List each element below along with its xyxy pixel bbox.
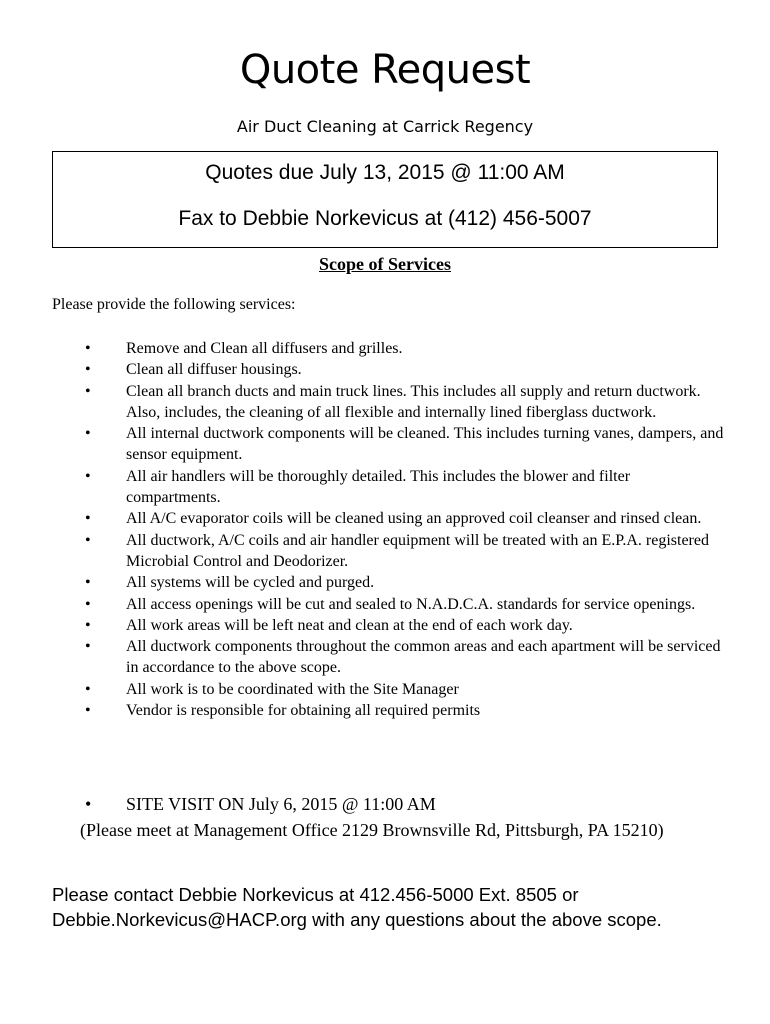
service-text: Vendor is responsible for obtaining all required permits <box>126 702 481 720</box>
service-text: Remove and Clean all diffusers and grilles. <box>126 340 403 357</box>
list-item <box>0 615 770 636</box>
services-intro: Please provide the following services: <box>52 296 296 313</box>
document-title: Quote Request <box>239 47 531 93</box>
service-text: Clean all branch ducts and main truck lines. This includes all supply and return ductwork. Also, includes, the cleaning of all flexible and internally lined fiberglass ductwork. <box>126 382 701 421</box>
bullet-icon: • <box>85 574 91 592</box>
service-text: All ductwork components throughout the common areas and each apartment will be serviced in accordance to the above scope. <box>126 638 721 677</box>
service-text: All A/C evaporator coils will be cleaned using an approved coil cleanser and rinsed clean. <box>126 510 702 528</box>
list-item <box>0 572 770 593</box>
list-item <box>0 700 770 721</box>
list-item <box>0 679 770 700</box>
bullet-icon: • <box>85 425 91 443</box>
list-item <box>0 381 770 424</box>
bullet-icon: • <box>85 616 91 634</box>
list-item <box>0 530 770 573</box>
quote-due-box <box>52 151 718 248</box>
bullet-icon: • <box>85 510 91 528</box>
meeting-location-note: (Please meet at Management Office 2129 Brownsville Rd, Pittsburgh, PA 15210) <box>80 820 664 840</box>
service-text: All systems will be cycled and purged. <box>126 574 375 592</box>
service-text: All internal ductwork components will be cleaned. This includes turning vanes, dampers, and sensor equipment. <box>126 425 724 464</box>
bullet-icon: • <box>85 361 91 379</box>
services-list <box>0 338 770 721</box>
service-text: All access openings will be cut and sealed to N.A.D.C.A. standards for service openings. <box>126 595 696 613</box>
quote-due-date: Quotes due July 13, 2015 @ 11:00 AM <box>205 161 565 184</box>
site-visit-text: SITE VISIT ON July 6, 2015 @ 11:00 AM <box>126 794 436 814</box>
bullet-icon: • <box>85 680 91 698</box>
service-text: All ductwork, A/C coils and air handler equipment will be treated with an E.P.A. registered Microbial Control and Deodorizer. <box>126 531 709 570</box>
list-item <box>0 338 770 359</box>
list-item <box>0 423 770 466</box>
bullet-icon: • <box>85 340 91 357</box>
bullet-icon: • <box>85 467 91 485</box>
service-text: All work areas will be left neat and clean at the end of each work day. <box>126 616 573 634</box>
bullet-icon: • <box>85 702 91 720</box>
service-text: Clean all diffuser housings. <box>126 361 302 379</box>
list-item <box>0 636 770 679</box>
bullet-icon: • <box>85 382 91 400</box>
list-item <box>0 359 770 380</box>
service-text: All work is to be coordinated with the Site Manager <box>126 680 459 698</box>
document-subtitle: Air Duct Cleaning at Carrick Regency <box>236 117 534 136</box>
scope-of-services-heading: Scope of Services <box>319 254 451 274</box>
list-item <box>0 508 770 529</box>
fax-instructions: Fax to Debbie Norkevicus at (412) 456-5007 <box>178 207 592 230</box>
list-item <box>0 466 770 509</box>
list-item <box>0 594 770 615</box>
contact-information: Please contact Debbie Norkevicus at 412.456-5000 Ext. 8505 or Debbie.Norkevicus@HACP.org with any questions about the above scope. <box>52 884 662 930</box>
bullet-icon: • <box>85 638 91 656</box>
bullet-icon: • <box>85 794 92 814</box>
bullet-icon: • <box>85 531 91 549</box>
service-text: All air handlers will be thoroughly detailed. This includes the blower and filter compartments. <box>126 467 631 507</box>
bullet-icon: • <box>85 595 91 613</box>
